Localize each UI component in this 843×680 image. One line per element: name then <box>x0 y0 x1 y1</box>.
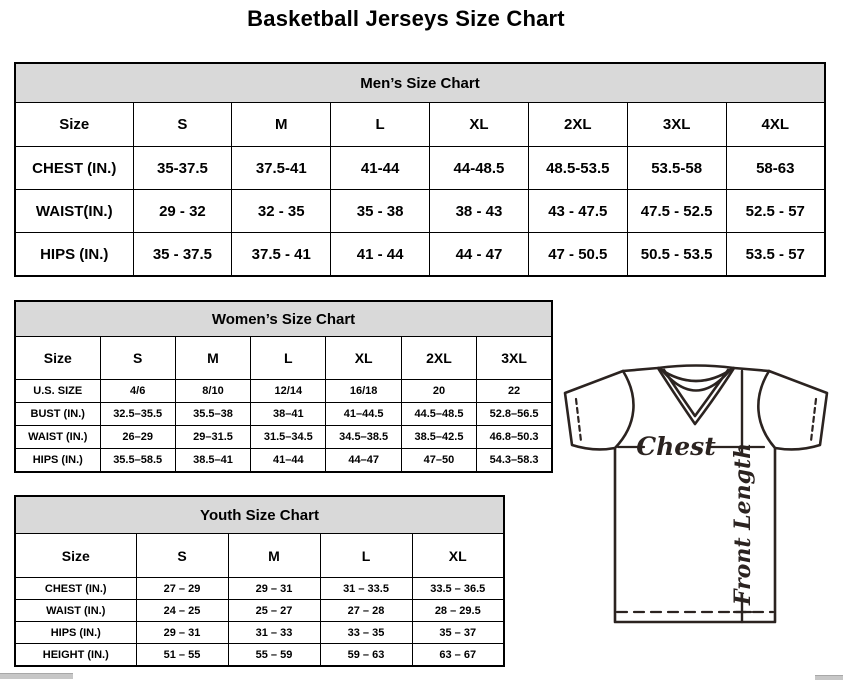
size-value-cell: 31 – 33.5 <box>320 578 412 600</box>
size-value-cell: 44-48.5 <box>430 147 529 190</box>
row-label: U.S. SIZE <box>15 380 100 403</box>
size-value-cell: 58-63 <box>726 147 825 190</box>
jersey-outline-shape <box>565 366 827 623</box>
page-title: Basketball Jerseys Size Chart <box>247 6 565 31</box>
youth-size-header: Size <box>15 534 136 578</box>
row-label: WAIST(IN.) <box>15 190 133 233</box>
womens-table-row <box>15 426 552 449</box>
size-value-cell: 35-37.5 <box>133 147 232 190</box>
womens-table-row <box>15 403 552 426</box>
size-value-cell: 50.5 - 53.5 <box>627 233 726 277</box>
jersey-right-armhole-seam <box>758 371 775 448</box>
size-value-cell: 35 – 37 <box>412 622 504 644</box>
mens-table-title: Men’s Size Chart <box>15 63 825 103</box>
size-value-cell: 44–47 <box>326 449 401 473</box>
size-value-cell: 59 – 63 <box>320 644 412 667</box>
size-value-cell: 27 – 29 <box>136 578 228 600</box>
womens-table-title: Women’s Size Chart <box>15 301 552 337</box>
row-label: CHEST (IN.) <box>15 578 136 600</box>
size-value-cell: 37.5 - 41 <box>232 233 331 277</box>
youth-table-row <box>15 644 504 667</box>
size-value-cell: 29 – 31 <box>136 622 228 644</box>
horizontal-scrollbar-fragment-left[interactable] <box>0 673 73 679</box>
size-value-cell: 8/10 <box>175 380 250 403</box>
size-value-cell: 32 - 35 <box>232 190 331 233</box>
size-value-cell: 53.5-58 <box>627 147 726 190</box>
womens-column-header: S <box>100 337 175 380</box>
youth-table-row <box>15 600 504 622</box>
row-label: BUST (IN.) <box>15 403 100 426</box>
mens-column-header: 4XL <box>726 103 825 147</box>
size-value-cell: 25 – 27 <box>228 600 320 622</box>
size-value-cell: 46.8–50.3 <box>477 426 552 449</box>
youth-column-header: M <box>228 534 320 578</box>
row-label: HEIGHT (IN.) <box>15 644 136 667</box>
jersey-right-cuff-dashed-line <box>811 399 816 441</box>
size-value-cell: 44.5–48.5 <box>401 403 476 426</box>
size-value-cell: 38 - 43 <box>430 190 529 233</box>
size-value-cell: 44 - 47 <box>430 233 529 277</box>
size-value-cell: 43 - 47.5 <box>528 190 627 233</box>
size-value-cell: 47–50 <box>401 449 476 473</box>
size-value-cell: 35.5–38 <box>175 403 250 426</box>
size-value-cell: 38.5–42.5 <box>401 426 476 449</box>
size-value-cell: 51 – 55 <box>136 644 228 667</box>
vertical-scrollbar-fragment-right[interactable] <box>815 675 843 680</box>
size-value-cell: 52.8–56.5 <box>477 403 552 426</box>
row-label: HIPS (IN.) <box>15 233 133 277</box>
size-value-cell: 28 – 29.5 <box>412 600 504 622</box>
row-label: HIPS (IN.) <box>15 449 100 473</box>
size-value-cell: 29 – 31 <box>228 578 320 600</box>
mens-column-header: M <box>232 103 331 147</box>
youth-column-header: S <box>136 534 228 578</box>
size-value-cell: 34.5–38.5 <box>326 426 401 449</box>
womens-size-header: Size <box>15 337 100 380</box>
size-value-cell: 37.5-41 <box>232 147 331 190</box>
jersey-left-cuff-dashed-line <box>576 399 581 441</box>
youth-column-header: L <box>320 534 412 578</box>
womens-table-row <box>15 449 552 473</box>
size-value-cell: 41-44 <box>331 147 430 190</box>
size-value-cell: 16/18 <box>326 380 401 403</box>
womens-column-header: L <box>251 337 326 380</box>
size-value-cell: 33 – 35 <box>320 622 412 644</box>
chest-label: Chest <box>636 432 716 461</box>
size-value-cell: 4/6 <box>100 380 175 403</box>
size-value-cell: 31 – 33 <box>228 622 320 644</box>
size-value-cell: 31.5–34.5 <box>251 426 326 449</box>
youth-table-row <box>15 578 504 600</box>
mens-table-row <box>15 190 825 233</box>
size-value-cell: 38–41 <box>251 403 326 426</box>
youth-table-row <box>15 622 504 644</box>
womens-column-header: M <box>175 337 250 380</box>
size-value-cell: 20 <box>401 380 476 403</box>
mens-column-header: L <box>331 103 430 147</box>
youth-size-table <box>14 495 505 667</box>
youth-column-header: XL <box>412 534 504 578</box>
mens-size-header: Size <box>15 103 133 147</box>
womens-table-row <box>15 380 552 403</box>
size-value-cell: 26–29 <box>100 426 175 449</box>
size-value-cell: 63 – 67 <box>412 644 504 667</box>
size-value-cell: 33.5 – 36.5 <box>412 578 504 600</box>
size-value-cell: 38.5–41 <box>175 449 250 473</box>
size-value-cell: 41–44.5 <box>326 403 401 426</box>
mens-size-table <box>14 62 826 277</box>
youth-table-title: Youth Size Chart <box>15 496 504 534</box>
jersey-measurement-diagram <box>558 363 834 629</box>
mens-table-row <box>15 233 825 277</box>
size-value-cell: 47 - 50.5 <box>528 233 627 277</box>
size-value-cell: 41 - 44 <box>331 233 430 277</box>
size-value-cell: 55 – 59 <box>228 644 320 667</box>
size-value-cell: 53.5 - 57 <box>726 233 825 277</box>
size-value-cell: 29 - 32 <box>133 190 232 233</box>
size-value-cell: 27 – 28 <box>320 600 412 622</box>
size-value-cell: 35.5–58.5 <box>100 449 175 473</box>
mens-column-header: 3XL <box>627 103 726 147</box>
row-label: WAIST (IN.) <box>15 600 136 622</box>
size-value-cell: 35 - 37.5 <box>133 233 232 277</box>
size-value-cell: 47.5 - 52.5 <box>627 190 726 233</box>
size-value-cell: 29–31.5 <box>175 426 250 449</box>
size-value-cell: 52.5 - 57 <box>726 190 825 233</box>
jersey-left-armhole-seam <box>615 371 633 448</box>
size-value-cell: 12/14 <box>251 380 326 403</box>
size-value-cell: 41–44 <box>251 449 326 473</box>
womens-column-header: XL <box>326 337 401 380</box>
size-value-cell: 22 <box>477 380 552 403</box>
row-label: WAIST (IN.) <box>15 426 100 449</box>
mens-column-header: S <box>133 103 232 147</box>
mens-column-header: XL <box>430 103 529 147</box>
row-label: CHEST (IN.) <box>15 147 133 190</box>
size-value-cell: 32.5–35.5 <box>100 403 175 426</box>
womens-column-header: 2XL <box>401 337 476 380</box>
row-label: HIPS (IN.) <box>15 622 136 644</box>
womens-size-table <box>14 300 553 473</box>
size-value-cell: 54.3–58.3 <box>477 449 552 473</box>
womens-column-header: 3XL <box>477 337 552 380</box>
mens-table-row <box>15 147 825 190</box>
size-value-cell: 24 – 25 <box>136 600 228 622</box>
size-value-cell: 35 - 38 <box>331 190 430 233</box>
size-value-cell: 48.5-53.5 <box>528 147 627 190</box>
mens-column-header: 2XL <box>528 103 627 147</box>
front-length-label: Front Length <box>730 442 756 606</box>
